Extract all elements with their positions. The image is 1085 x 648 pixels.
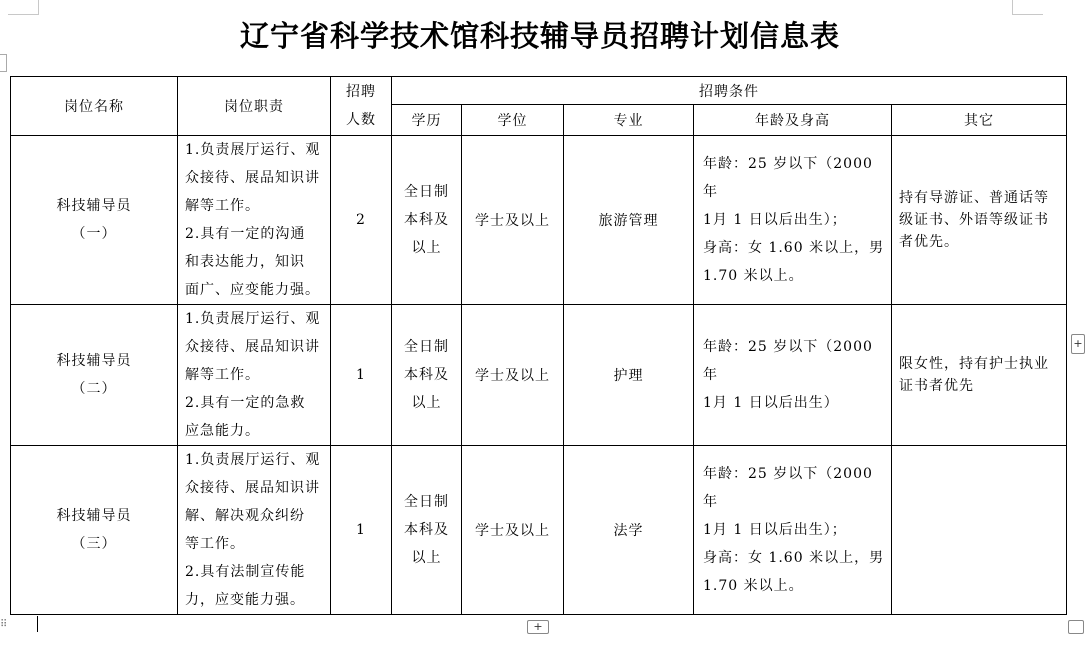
position-name-cell	[11, 305, 178, 446]
position-name-cell	[11, 136, 178, 305]
header-position-name: 岗位名称	[11, 77, 178, 136]
education-cell	[392, 136, 462, 305]
duty-line: 解等工作。	[185, 367, 260, 383]
header-conditions: 招聘条件	[392, 77, 1067, 105]
duty-line: 解等工作。	[185, 198, 260, 214]
age-height-line: 年龄：25 岁以下（2000 年	[703, 339, 873, 383]
duty-line: 众接待、展品知识讲	[185, 170, 320, 186]
duty-line: 等工作。	[185, 536, 245, 552]
major-cell: 法学	[564, 446, 694, 615]
age-height-line: 1.70 米以上。	[703, 268, 804, 284]
age-height-cell	[694, 136, 892, 305]
duty-line: 众接待、展品知识讲	[185, 339, 320, 355]
header-row-1	[11, 77, 1067, 105]
other-line: 持有导游证、普通话等	[899, 190, 1049, 206]
age-height-line: 年龄：25 岁以下（2000 年	[703, 156, 873, 200]
degree-cell: 学士及以上	[462, 305, 564, 446]
header-degree: 学位	[462, 105, 564, 136]
duty-line: 面广、应变能力强。	[185, 282, 320, 298]
age-height-line: 身高：女 1.60 米以上，男	[703, 550, 885, 566]
header-education: 学历	[392, 105, 462, 136]
education-line: 全日制	[404, 184, 449, 200]
degree-cell: 学士及以上	[462, 446, 564, 615]
education-line: 全日制	[404, 494, 449, 510]
duty-cell	[178, 305, 331, 446]
age-height-line: 1月 1 日以后出生）；	[703, 212, 847, 228]
age-height-line: 1.70 米以上。	[703, 578, 804, 594]
header-age-height: 年龄及身高	[694, 105, 892, 136]
age-height-line: 1月 1 日以后出生）	[703, 395, 839, 411]
other-line: 证书者优先	[899, 378, 974, 394]
position-name-line: 科技辅导员	[56, 508, 132, 524]
header-recruit-count-line: 招聘	[346, 84, 376, 100]
position-name-line: （一）	[71, 226, 117, 242]
table-move-handle-icon[interactable]: ⠿	[0, 619, 8, 630]
other-line: 者优先。	[899, 234, 959, 250]
age-height-cell	[694, 305, 892, 446]
position-name-line: （三）	[71, 536, 117, 552]
education-line: 全日制	[404, 339, 449, 355]
education-cell	[392, 305, 462, 446]
crop-mark-top-left	[8, 0, 39, 15]
table-row[interactable]	[11, 446, 1067, 615]
recruitment-table	[10, 76, 1067, 615]
table-row[interactable]	[11, 136, 1067, 305]
add-column-button[interactable]: +	[1071, 334, 1085, 354]
duty-line: 力，应变能力强。	[185, 592, 305, 608]
header-other: 其它	[892, 105, 1067, 136]
major-cell: 护理	[564, 305, 694, 446]
recruit-count-cell: 1	[331, 446, 392, 615]
education-line: 以上	[411, 240, 442, 256]
recruit-count-cell: 1	[331, 305, 392, 446]
header-position-duty: 岗位职责	[178, 77, 331, 136]
education-line: 以上	[411, 550, 442, 566]
header-recruit-count-line: 人数	[346, 112, 376, 128]
header-recruit-count	[331, 77, 392, 136]
major-cell: 旅游管理	[564, 136, 694, 305]
duty-line: 1.负责展厅运行、观	[185, 142, 321, 158]
education-line: 以上	[411, 395, 442, 411]
education-line: 本科及	[404, 212, 449, 228]
other-cell	[892, 305, 1067, 446]
education-line: 本科及	[404, 367, 449, 383]
education-line: 本科及	[404, 522, 449, 538]
age-height-line: 1月 1 日以后出生）；	[703, 522, 847, 538]
table-row[interactable]	[11, 305, 1067, 446]
margin-marker	[0, 54, 7, 72]
age-height-cell	[694, 446, 892, 615]
duty-line: 2.具有法制宣传能	[185, 564, 306, 580]
duty-cell	[178, 446, 331, 615]
duty-line: 和表达能力，知识	[185, 254, 305, 270]
duty-line: 1.负责展厅运行、观	[185, 311, 321, 327]
duty-line: 解、解决观众纠纷	[185, 508, 305, 524]
duty-line: 众接待、展品知识讲	[185, 480, 320, 496]
page-title: 辽宁省科学技术馆科技辅导员招聘计划信息表	[239, 19, 840, 53]
add-row-button[interactable]: +	[527, 620, 549, 634]
age-height-line: 年龄：25 岁以下（2000 年	[703, 466, 873, 510]
position-name-cell	[11, 446, 178, 615]
education-cell	[392, 446, 462, 615]
duty-line: 2.具有一定的急救	[185, 395, 306, 411]
position-name-line: 科技辅导员	[56, 198, 132, 214]
crop-mark-top-right	[1012, 0, 1043, 15]
age-height-line: 身高：女 1.60 米以上，男	[703, 240, 885, 256]
duty-line: 1.负责展厅运行、观	[185, 452, 321, 468]
other-line: 限女性，持有护士执业	[899, 356, 1049, 372]
duty-line: 2.具有一定的沟通	[185, 226, 306, 242]
recruit-count-cell: 2	[331, 136, 392, 305]
other-cell	[892, 446, 1067, 615]
duty-cell	[178, 136, 331, 305]
header-major: 专业	[564, 105, 694, 136]
text-cursor	[37, 616, 38, 632]
resize-handle-icon[interactable]	[1068, 620, 1084, 634]
other-cell	[892, 136, 1067, 305]
other-line: 级证书、外语等级证书	[899, 212, 1049, 228]
degree-cell: 学士及以上	[462, 136, 564, 305]
position-name-line: 科技辅导员	[56, 353, 132, 369]
duty-line: 应急能力。	[185, 423, 260, 439]
position-name-line: （二）	[71, 381, 117, 397]
